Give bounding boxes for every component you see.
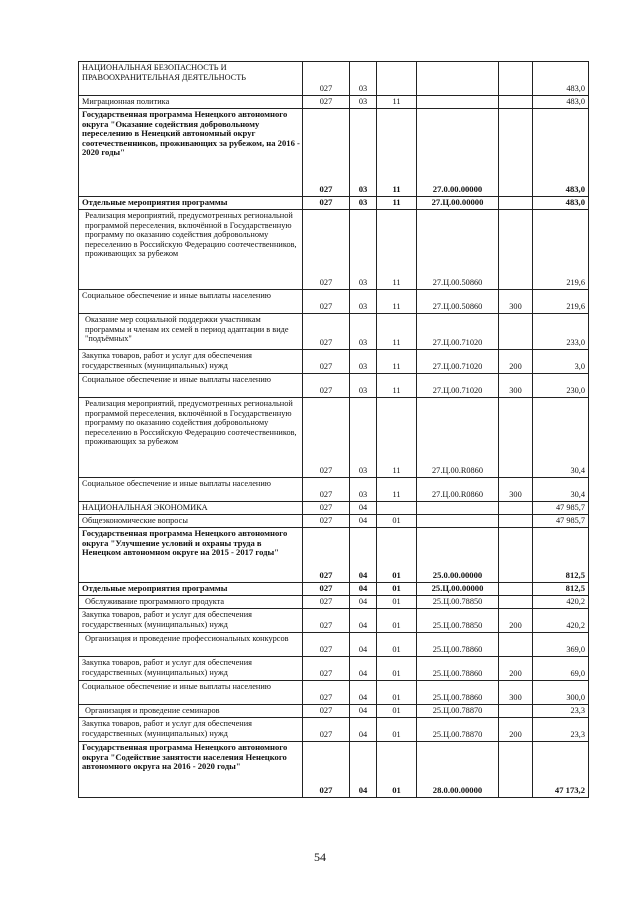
row-target-article: 25.Ц.00.78860 [417, 681, 499, 705]
row-name: Социальное обеспечение и иные выплаты населению [79, 290, 303, 314]
row-section-code: 03 [350, 210, 377, 290]
row-grbs-code: 027 [303, 657, 350, 681]
row-amount: 47 985,7 [533, 515, 589, 528]
row-amount: 483,0 [533, 62, 589, 96]
row-name: НАЦИОНАЛЬНАЯ ЭКОНОМИКА [79, 502, 303, 515]
table-row [79, 374, 589, 398]
row-name: Общеэкономические вопросы [79, 515, 303, 528]
row-section-code: 03 [350, 478, 377, 502]
row-target-article [417, 515, 499, 528]
row-amount: 812,5 [533, 583, 589, 596]
row-name: Обслуживание программного продукта [79, 596, 303, 609]
row-target-article: 25.Ц.00.78870 [417, 718, 499, 742]
row-grbs-code: 027 [303, 609, 350, 633]
row-subsection-code: 01 [377, 681, 417, 705]
table-row [79, 705, 589, 718]
row-name: Государственная программа Ненецкого автономного округа "Улучшение условий и охраны труда в Ненецком автономном округе на 2015 - 2017 годы" [79, 528, 303, 583]
row-section-code: 03 [350, 290, 377, 314]
row-target-article: 27.0.00.00000 [417, 109, 499, 197]
row-subsection-code: 11 [377, 197, 417, 210]
row-name: Закупка товаров, работ и услуг для обеспечения государственных (муниципальных) нужд [79, 718, 303, 742]
row-section-code: 04 [350, 502, 377, 515]
row-subsection-code: 11 [377, 350, 417, 374]
table-row [79, 62, 589, 96]
row-section-code: 04 [350, 742, 377, 798]
row-subsection-code: 01 [377, 583, 417, 596]
row-grbs-code: 027 [303, 718, 350, 742]
table-row [79, 596, 589, 609]
row-section-code: 04 [350, 705, 377, 718]
row-section-code: 04 [350, 528, 377, 583]
row-target-article: 25.Ц.00.78870 [417, 705, 499, 718]
row-amount: 420,2 [533, 609, 589, 633]
row-expense-type [499, 633, 533, 657]
row-expense-type [499, 197, 533, 210]
row-section-code: 03 [350, 109, 377, 197]
row-grbs-code: 027 [303, 528, 350, 583]
row-name: Организация и проведение профессиональных конкурсов [79, 633, 303, 657]
row-section-code: 03 [350, 374, 377, 398]
row-subsection-code: 11 [377, 290, 417, 314]
row-section-code: 03 [350, 398, 377, 478]
table-row [79, 290, 589, 314]
table-row [79, 583, 589, 596]
row-target-article [417, 502, 499, 515]
row-amount: 812,5 [533, 528, 589, 583]
row-grbs-code: 027 [303, 515, 350, 528]
row-amount: 69,0 [533, 657, 589, 681]
row-amount: 47 173,2 [533, 742, 589, 798]
row-amount: 219,6 [533, 210, 589, 290]
row-amount: 420,2 [533, 596, 589, 609]
row-amount: 483,0 [533, 109, 589, 197]
row-target-article: 27.Ц.00.71020 [417, 350, 499, 374]
row-amount: 30,4 [533, 478, 589, 502]
row-section-code: 03 [350, 197, 377, 210]
budget-table [78, 61, 589, 798]
table-row [79, 515, 589, 528]
row-grbs-code: 027 [303, 742, 350, 798]
row-subsection-code: 11 [377, 374, 417, 398]
row-name: Государственная программа Ненецкого автономного округа "Оказание содействия добровольному переселению в Ненецкий автономный округ соотечественников, проживающих за рубежом, на 2016 - 2020 годы" [79, 109, 303, 197]
row-name: Реализация мероприятий, предусмотренных региональной программой переселения, включённой в Государственную программу по оказанию содействия добровольному переселению в Российскую Федерацию соотечественников, проживающих за рубежом [79, 210, 303, 290]
row-expense-type: 300 [499, 681, 533, 705]
row-amount: 219,6 [533, 290, 589, 314]
table-row [79, 96, 589, 109]
row-grbs-code: 027 [303, 109, 350, 197]
row-target-article: 28.0.00.00000 [417, 742, 499, 798]
row-grbs-code: 027 [303, 96, 350, 109]
row-expense-type [499, 502, 533, 515]
row-target-article: 27.Ц.00.50860 [417, 210, 499, 290]
row-amount: 23,3 [533, 705, 589, 718]
row-grbs-code: 027 [303, 502, 350, 515]
row-target-article: 25.Ц.00.78860 [417, 633, 499, 657]
row-section-code: 04 [350, 681, 377, 705]
row-amount: 483,0 [533, 197, 589, 210]
row-subsection-code: 01 [377, 633, 417, 657]
row-section-code: 04 [350, 515, 377, 528]
row-subsection-code: 11 [377, 109, 417, 197]
row-grbs-code: 027 [303, 210, 350, 290]
row-section-code: 03 [350, 314, 377, 350]
row-section-code: 04 [350, 596, 377, 609]
row-subsection-code: 01 [377, 742, 417, 798]
row-target-article: 27.Ц.00.R0860 [417, 478, 499, 502]
row-grbs-code: 027 [303, 633, 350, 657]
row-name: Отдельные мероприятия программы [79, 583, 303, 596]
row-target-article: 27.Ц.00.50860 [417, 290, 499, 314]
table-row [79, 657, 589, 681]
row-section-code: 03 [350, 350, 377, 374]
row-name: Социальное обеспечение и иные выплаты населению [79, 681, 303, 705]
table-row [79, 528, 589, 583]
row-subsection-code: 01 [377, 528, 417, 583]
row-section-code: 03 [350, 62, 377, 96]
row-subsection-code: 01 [377, 596, 417, 609]
row-target-article: 27.Ц.00.71020 [417, 374, 499, 398]
row-section-code: 04 [350, 657, 377, 681]
row-grbs-code: 027 [303, 681, 350, 705]
row-section-code: 03 [350, 96, 377, 109]
row-expense-type [499, 210, 533, 290]
row-name: Оказание мер социальной поддержки участникам программы и членам их семей в период адаптации в виде "подъёмных" [79, 314, 303, 350]
page-number: 54 [314, 850, 326, 864]
row-expense-type: 300 [499, 374, 533, 398]
row-expense-type [499, 398, 533, 478]
row-name: Закупка товаров, работ и услуг для обеспечения государственных (муниципальных) нужд [79, 350, 303, 374]
row-section-code: 04 [350, 633, 377, 657]
row-target-article: 25.0.00.00000 [417, 528, 499, 583]
row-expense-type [499, 705, 533, 718]
row-grbs-code: 027 [303, 398, 350, 478]
row-grbs-code: 027 [303, 197, 350, 210]
row-expense-type [499, 596, 533, 609]
row-name: Государственная программа Ненецкого автономного округа "Содействие занятости населения Ненецкого автономного округа на 2016 - 2020 годы" [79, 742, 303, 798]
table-row [79, 609, 589, 633]
row-grbs-code: 027 [303, 596, 350, 609]
row-target-article: 27.Ц.00.71020 [417, 314, 499, 350]
row-amount: 300,0 [533, 681, 589, 705]
row-subsection-code: 01 [377, 657, 417, 681]
row-subsection-code [377, 502, 417, 515]
table-row [79, 718, 589, 742]
row-expense-type: 200 [499, 609, 533, 633]
row-target-article [417, 96, 499, 109]
row-target-article: 25.Ц.00.00000 [417, 583, 499, 596]
row-grbs-code: 027 [303, 705, 350, 718]
row-expense-type: 300 [499, 290, 533, 314]
row-subsection-code: 11 [377, 96, 417, 109]
row-section-code: 04 [350, 609, 377, 633]
row-name: Социальное обеспечение и иные выплаты населению [79, 374, 303, 398]
row-amount: 3,0 [533, 350, 589, 374]
table-row [79, 502, 589, 515]
row-target-article: 25.Ц.00.78850 [417, 596, 499, 609]
row-section-code: 04 [350, 718, 377, 742]
table-row [79, 350, 589, 374]
row-expense-type [499, 742, 533, 798]
row-expense-type [499, 515, 533, 528]
row-subsection-code: 01 [377, 718, 417, 742]
table-row [79, 314, 589, 350]
row-expense-type [499, 62, 533, 96]
table-row [79, 398, 589, 478]
row-name: Социальное обеспечение и иные выплаты населению [79, 478, 303, 502]
row-subsection-code: 11 [377, 478, 417, 502]
row-amount: 230,0 [533, 374, 589, 398]
row-grbs-code: 027 [303, 62, 350, 96]
row-subsection-code: 01 [377, 609, 417, 633]
row-name: Миграционная политика [79, 96, 303, 109]
row-amount: 23,3 [533, 718, 589, 742]
row-amount: 30,4 [533, 398, 589, 478]
row-expense-type: 200 [499, 657, 533, 681]
row-amount: 47 985,7 [533, 502, 589, 515]
row-target-article: 25.Ц.00.78850 [417, 609, 499, 633]
row-expense-type: 200 [499, 718, 533, 742]
row-expense-type [499, 528, 533, 583]
row-amount: 233,0 [533, 314, 589, 350]
table-row [79, 633, 589, 657]
row-subsection-code: 01 [377, 515, 417, 528]
row-name: Реализация мероприятий, предусмотренных региональной программой переселения, включённой в Государственную программу по оказанию содействия добровольному переселению в Российскую Федерацию соотечественников, проживающих за рубежом [79, 398, 303, 478]
table-row [79, 742, 589, 798]
row-target-article: 25.Ц.00.78860 [417, 657, 499, 681]
row-expense-type [499, 96, 533, 109]
row-target-article: 27.Ц.00.R0860 [417, 398, 499, 478]
row-target-article: 27.Ц.00.00000 [417, 197, 499, 210]
table-row [79, 109, 589, 197]
row-section-code: 04 [350, 583, 377, 596]
row-subsection-code: 11 [377, 210, 417, 290]
row-name: Закупка товаров, работ и услуг для обеспечения государственных (муниципальных) нужд [79, 657, 303, 681]
table-row [79, 681, 589, 705]
row-target-article [417, 62, 499, 96]
row-expense-type [499, 314, 533, 350]
row-expense-type [499, 583, 533, 596]
row-grbs-code: 027 [303, 583, 350, 596]
row-amount: 483,0 [533, 96, 589, 109]
table-row [79, 478, 589, 502]
row-name: Закупка товаров, работ и услуг для обеспечения государственных (муниципальных) нужд [79, 609, 303, 633]
table-row [79, 197, 589, 210]
table-row [79, 210, 589, 290]
row-expense-type: 300 [499, 478, 533, 502]
row-subsection-code: 11 [377, 398, 417, 478]
row-subsection-code: 11 [377, 314, 417, 350]
row-grbs-code: 027 [303, 478, 350, 502]
row-subsection-code: 01 [377, 705, 417, 718]
row-expense-type [499, 109, 533, 197]
row-grbs-code: 027 [303, 290, 350, 314]
row-subsection-code [377, 62, 417, 96]
row-name: Отдельные мероприятия программы [79, 197, 303, 210]
row-name: Организация и проведение семинаров [79, 705, 303, 718]
row-grbs-code: 027 [303, 350, 350, 374]
row-name: НАЦИОНАЛЬНАЯ БЕЗОПАСНОСТЬ И ПРАВООХРАНИТЕЛЬНАЯ ДЕЯТЕЛЬНОСТЬ [79, 62, 303, 96]
row-grbs-code: 027 [303, 374, 350, 398]
row-expense-type: 200 [499, 350, 533, 374]
row-grbs-code: 027 [303, 314, 350, 350]
table-body [79, 62, 589, 798]
row-amount: 369,0 [533, 633, 589, 657]
